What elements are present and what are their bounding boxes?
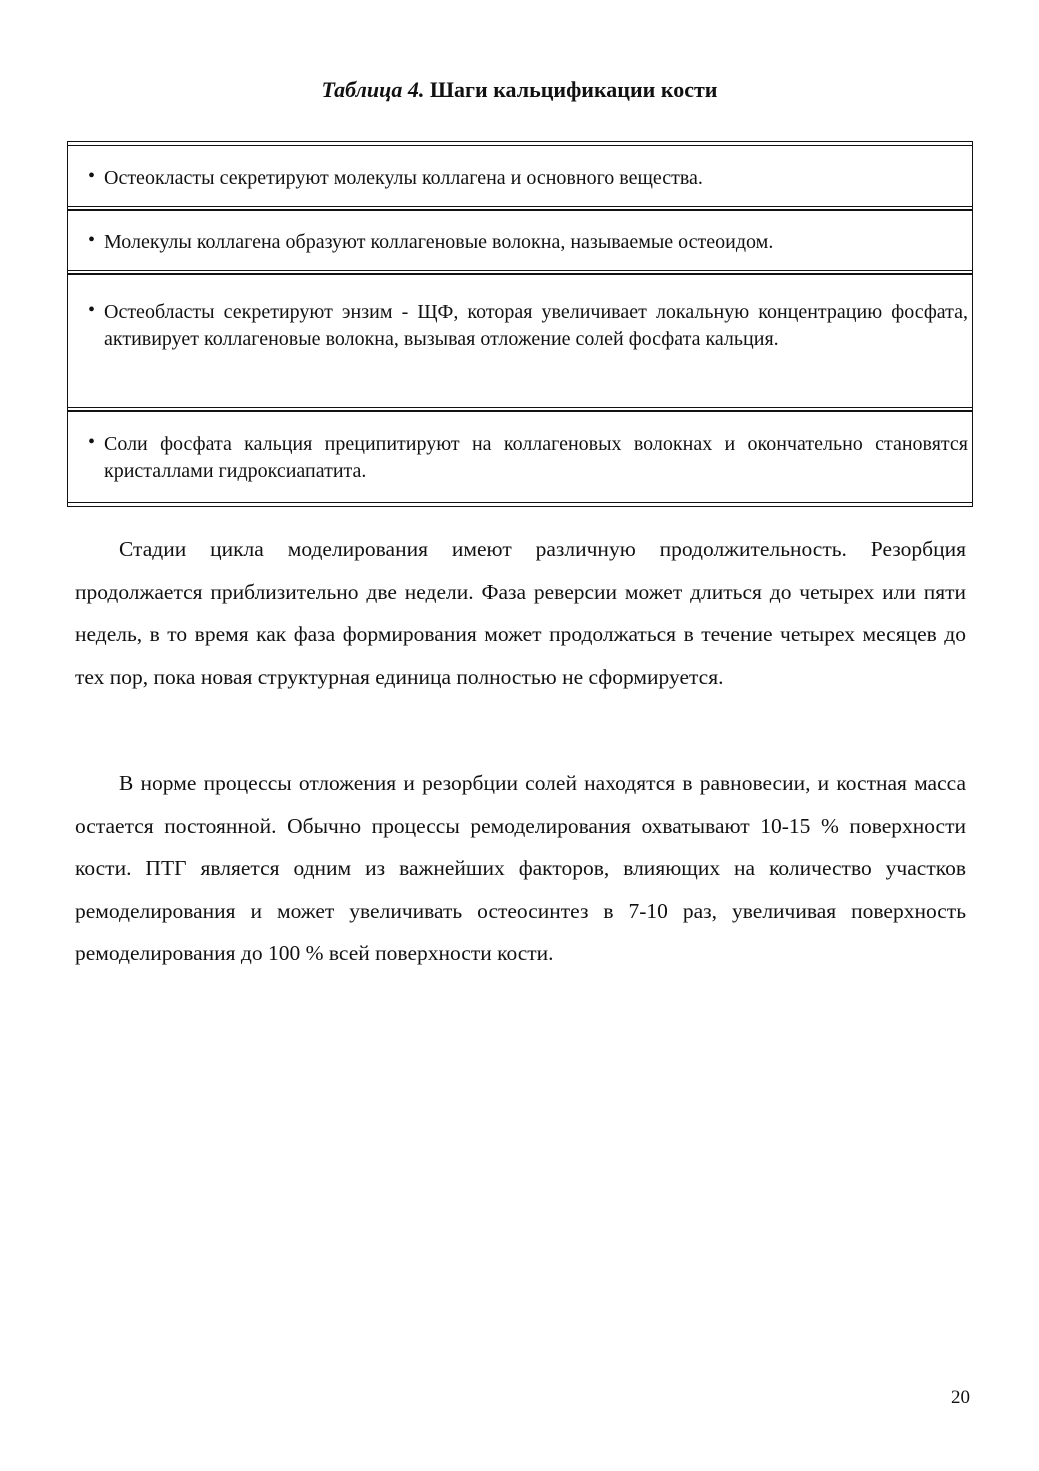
table-row [67,206,973,270]
step-text: Остеокласты секретируют молекулы коллагена и основного вещества. [104,167,703,189]
table-caption-title: Шаги кальцификации кости [429,77,718,102]
table-row [67,270,973,407]
table-caption [0,76,1039,104]
table-caption-label: Таблица 4. [321,77,425,102]
calcification-steps-table [67,141,973,507]
bullet-icon: • [88,431,96,453]
bullet-icon: • [88,229,96,251]
page-number: 20 [951,1387,970,1408]
step-text: Остеобласты секретируют энзим - ЩФ, которая увеличивает локальную концентрацию фосфата, активирует коллагеновые волокна, вызывая отложение солей фосфата кальция. [104,301,968,350]
step-text: Молекулы коллагена образуют коллагеновые волокна, называемые остеоидом. [104,231,774,253]
body-paragraph: В норме процессы отложения и резорбции солей находятся в равновесии, и костная масса остается постоянной. Обычно процессы ремоделирования охватывают 10-15 % поверхности кости. ПТГ является одним из важнейших факторов, влияющих на количество участков ремоделирования и может увеличивать остеосинтез в 7-10 раз, увеличивая поверхность ремоделирования до 100 % всей поверхности кости. [75,771,966,965]
step-text: Соли фосфата кальция преципитируют на коллагеновых волокнах и окончательно становятся кристаллами гидроксиапатита. [104,433,968,482]
table-row [67,407,973,507]
bullet-icon: • [88,299,96,321]
bullet-icon: • [88,165,96,187]
body-paragraph: Стадии цикла моделирования имеют различную продолжительность. Резорбция продолжается приблизительно две недели. Фаза реверсии может длиться до четырех или пяти недель, в то время как фаза формирования может продолжаться в течение четырех месяцев до тех пор, пока новая структурная единица полностью не сформируется. [75,537,966,689]
table-row [67,141,973,206]
